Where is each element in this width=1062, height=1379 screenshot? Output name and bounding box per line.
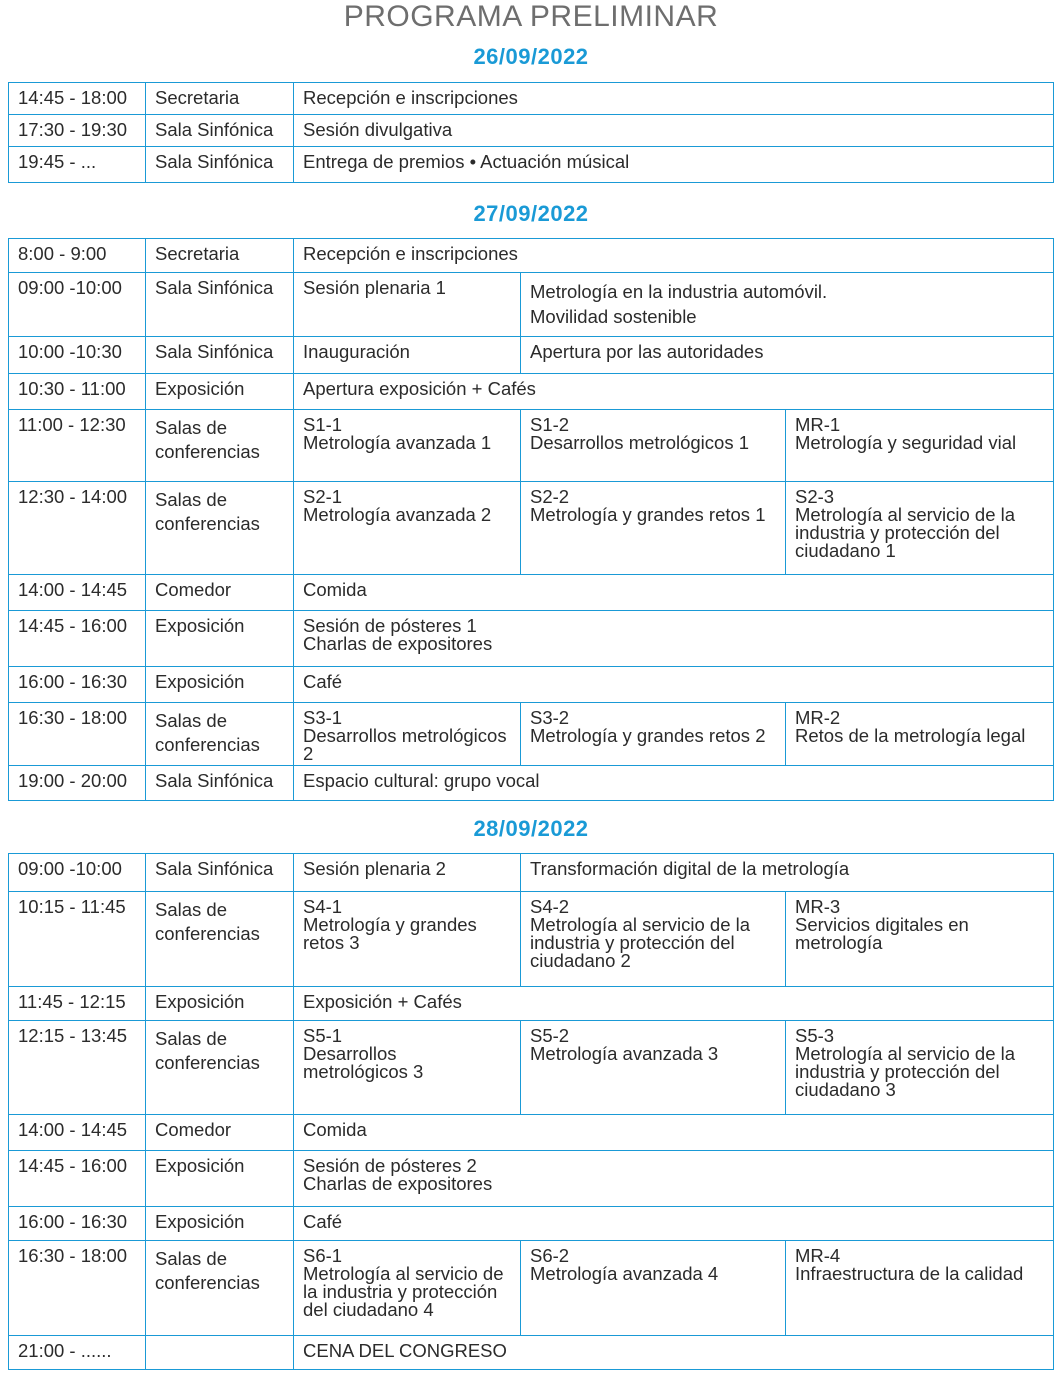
table-row [9,1207,1054,1241]
time-cell: 21:00 - ...... [9,1336,146,1370]
table-row [9,374,1054,410]
date-heading: 27/09/2022 [473,201,589,226]
activity-cell: Apertura exposición + Cafés [294,374,1054,410]
place-cell: Comedor [146,575,294,611]
session-cell: MR-3 Servicios digitales en metrología [786,892,1054,987]
time-cell: 09:00 -10:00 [9,273,146,337]
time-cell: 11:00 - 12:30 [9,410,146,482]
time-cell: 14:45 - 16:00 [9,1151,146,1207]
place-cell: Sala Sinfónica [146,273,294,337]
activity-cell: Recepción e inscripciones [294,83,1054,115]
time-cell: 12:30 - 14:00 [9,482,146,575]
session-cell: S4-1 Metrología y grandes retos 3 [294,892,521,987]
time-cell: 8:00 - 9:00 [9,239,146,273]
time-cell: 12:15 - 13:45 [9,1021,146,1115]
activity-cell: Exposición + Cafés [294,987,1054,1021]
page-title: PROGRAMA PRELIMINAR [343,0,719,33]
time-cell: 19:45 - ... [9,147,146,183]
time-cell: 10:00 -10:30 [9,337,146,374]
activity-cell: Inauguración [294,337,521,374]
activity-cell: Recepción e inscripciones [294,239,1054,273]
activity-cell: CENA DEL CONGRESO [294,1336,1054,1370]
activity-detail: Transformación digital de la metrología [521,854,1054,892]
place-cell: Exposición [146,374,294,410]
session-cell: S2-3 Metrología al servicio de la industria y protección del ciudadano 1 [786,482,1054,575]
table-row [9,1241,1054,1336]
table-row [9,987,1054,1021]
table-row [9,1021,1054,1115]
time-cell: 11:45 - 12:15 [9,987,146,1021]
place-cell: Sala Sinfónica [146,147,294,183]
place-cell: Exposición [146,1151,294,1207]
table-row [9,239,1054,273]
table-row [9,667,1054,703]
activity-detail: Apertura por las autoridades [521,337,1054,374]
table-row [9,703,1054,766]
time-cell: 14:00 - 14:45 [9,575,146,611]
place-cell: Exposición [146,667,294,703]
place-cell: Salas de conferencias [146,892,294,987]
table-row [9,482,1054,575]
place-cell: Sala Sinfónica [146,337,294,374]
table-row [9,1115,1054,1151]
time-cell: 09:00 -10:00 [9,854,146,892]
time-cell: 16:00 - 16:30 [9,667,146,703]
activity-cell: Sesión de pósteres 2 Charlas de expositores [294,1151,1054,1207]
place-cell: Salas de conferencias [146,1241,294,1336]
table-row [9,766,1054,801]
table-row [9,273,1054,337]
session-cell: S3-2 Metrología y grandes retos 2 [521,703,786,766]
time-cell: 16:00 - 16:30 [9,1207,146,1241]
place-cell: Secretaria [146,83,294,115]
session-cell: S5-3 Metrología al servicio de la industria y protección del ciudadano 3 [786,1021,1054,1115]
time-cell: 14:45 - 18:00 [9,83,146,115]
table-row [9,1151,1054,1207]
session-cell: S2-2 Metrología y grandes retos 1 [521,482,786,575]
table-row [9,1336,1054,1370]
time-cell: 17:30 - 19:30 [9,115,146,147]
place-cell: Salas de conferencias [146,703,294,766]
place-cell: Sala Sinfónica [146,115,294,147]
session-cell: S6-2 Metrología avanzada 4 [521,1241,786,1336]
session-cell: MR-4 Infraestructura de la calidad [786,1241,1054,1336]
schedule-table [8,853,1054,1370]
time-cell: 14:45 - 16:00 [9,611,146,667]
time-cell: 10:30 - 11:00 [9,374,146,410]
session-cell: S6-1 Metrología al servicio de la industria y protección del ciudadano 4 [294,1241,521,1336]
time-cell: 19:00 - 20:00 [9,766,146,801]
activity-cell: Sesión divulgativa [294,115,1054,147]
place-cell: Comedor [146,1115,294,1151]
time-cell: 10:15 - 11:45 [9,892,146,987]
schedule-table [8,82,1054,183]
table-row [9,147,1054,183]
activity-detail: Metrología en la industria automóvil. Movilidad sostenible [521,273,1054,337]
place-cell: Exposición [146,611,294,667]
session-cell: MR-2 Retos de la metrología legal [786,703,1054,766]
session-cell: MR-1 Metrología y seguridad vial [786,410,1054,482]
activity-cell: Espacio cultural: grupo vocal [294,766,1054,801]
schedule-table [8,238,1054,801]
date-heading: 28/09/2022 [473,816,589,841]
session-cell: S2-1 Metrología avanzada 2 [294,482,521,575]
session-cell: S1-1 Metrología avanzada 1 [294,410,521,482]
session-cell: S3-1 Desarrollos metrológicos 2 [294,703,521,766]
place-cell: Salas de conferencias [146,482,294,575]
place-cell [146,1336,294,1370]
table-row [9,575,1054,611]
activity-cell: Sesión de pósteres 1 Charlas de expositores [294,611,1054,667]
place-cell: Salas de conferencias [146,410,294,482]
table-row [9,83,1054,115]
table-row [9,611,1054,667]
session-cell: S4-2 Metrología al servicio de la industria y protección del ciudadano 2 [521,892,786,987]
place-cell: Sala Sinfónica [146,766,294,801]
activity-cell: Café [294,1207,1054,1241]
activity-cell: Café [294,667,1054,703]
activity-cell: Comida [294,1115,1054,1151]
place-cell: Sala Sinfónica [146,854,294,892]
table-row [9,337,1054,374]
time-cell: 14:00 - 14:45 [9,1115,146,1151]
time-cell: 16:30 - 18:00 [9,1241,146,1336]
place-cell: Exposición [146,1207,294,1241]
place-cell: Exposición [146,987,294,1021]
table-row [9,410,1054,482]
date-heading: 26/09/2022 [473,44,589,69]
session-cell: S5-1 Desarrollos metrológicos 3 [294,1021,521,1115]
activity-cell: Comida [294,575,1054,611]
table-row [9,892,1054,987]
activity-cell: Sesión plenaria 1 [294,273,521,337]
session-cell: S5-2 Metrología avanzada 3 [521,1021,786,1115]
table-row [9,115,1054,147]
time-cell: 16:30 - 18:00 [9,703,146,766]
activity-cell: Sesión plenaria 2 [294,854,521,892]
activity-cell: Entrega de premios • Actuación músical [294,147,1054,183]
session-cell: S1-2 Desarrollos metrológicos 1 [521,410,786,482]
place-cell: Salas de conferencias [146,1021,294,1115]
place-cell: Secretaria [146,239,294,273]
table-row [9,854,1054,892]
